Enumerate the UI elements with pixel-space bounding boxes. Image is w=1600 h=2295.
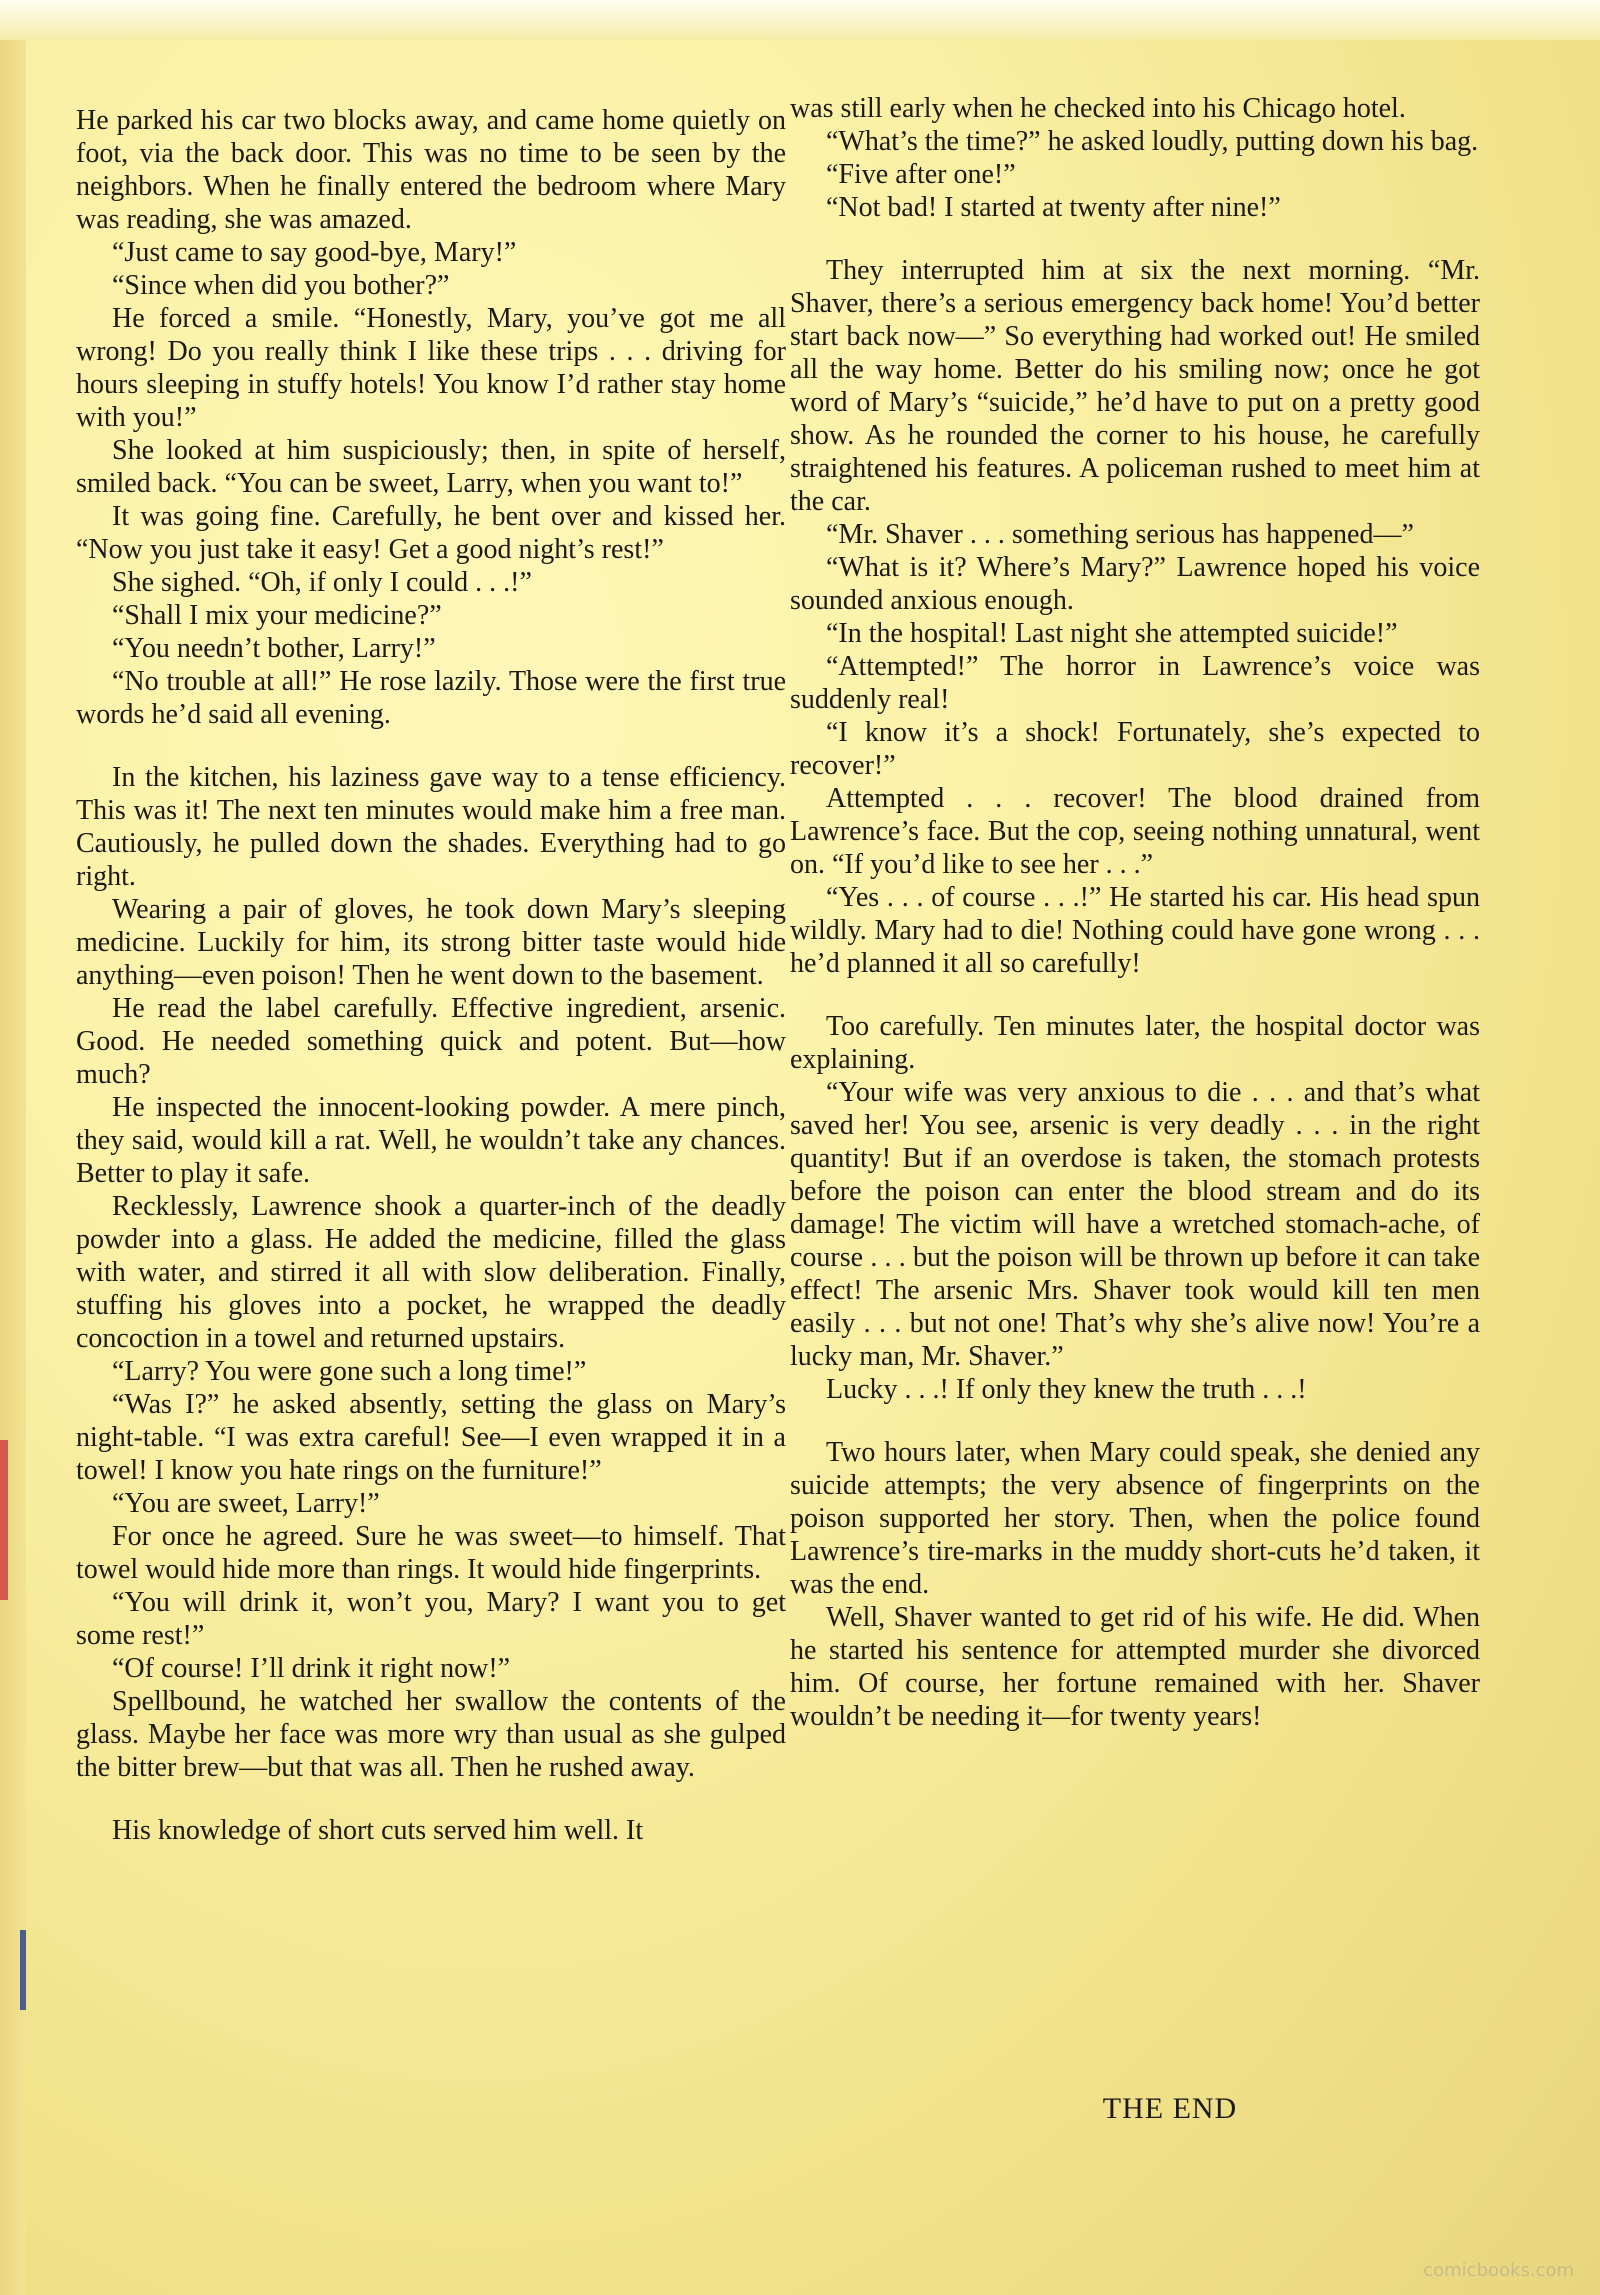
paragraph: “You needn’t bother, Larry!” [112, 633, 436, 664]
paragraph: “Five after one!” [826, 159, 1016, 190]
the-end-label: THE END [1102, 2092, 1238, 2125]
paragraph: It was going fine. Carefully, he bent over and kissed her. “Now you just take it easy! Get a good night’s rest!” [76, 501, 786, 565]
paragraph: “I know it’s a shock! Fortunately, she’s expected to recover!” [790, 717, 1480, 781]
paragraph: Recklessly, Lawrence shook a quarter-inch of the deadly powder into a glass. He added the medicine, filled the glass with water, and stirred it all with slow deliberation. Finally, stuffing his gloves into a pocket, he wrapped the deadly concoction in a towel and returned upstairs. [76, 1191, 786, 1354]
paragraph: They interrupted him at six the next morning. “Mr. Shaver, there’s a serious emergency back home! You’d better start back now—” So everything had worked out! He smiled all the way home. Better do his smiling now; once he got word of Mary’s “suicide,” he’d have to put on a pretty good show. As he rounded the corner to his house, he carefully straightened his features. A policeman rushed to meet him at the car. [790, 255, 1480, 517]
paragraph: In the kitchen, his laziness gave way to a tense efficiency. This was it! The next ten minutes would make him a free man. Cautiously, he pulled down the shades. Everything had to go right. [76, 762, 786, 892]
paragraph: “What is it? Where’s Mary?” Lawrence hoped his voice sounded anxious enough. [790, 552, 1480, 616]
paragraph: “In the hospital! Last night she attempted suicide!” [826, 618, 1398, 649]
paragraph: “You will drink it, won’t you, Mary? I want you to get some rest!” [76, 1587, 786, 1651]
left-column [76, 104, 786, 1847]
paragraph: She sighed. “Oh, if only I could . . .!” [112, 567, 532, 598]
paragraph: “You are sweet, Larry!” [112, 1488, 380, 1519]
paragraph: Well, Shaver wanted to get rid of his wife. He did. When he started his sentence for attempted murder she divorced him. Of course, her fortune remained with her. Shaver wouldn’t be needing it—for twenty years! [790, 1602, 1480, 1732]
paragraph: was still early when he checked into his Chicago hotel. [790, 93, 1406, 124]
paragraph: “What’s the time?” he asked loudly, putting down his bag. [826, 126, 1479, 157]
paragraph: “Of course! I’ll drink it right now!” [112, 1653, 511, 1684]
paragraph: Too carefully. Ten minutes later, the hospital doctor was explaining. [790, 1011, 1480, 1075]
paragraph: Lucky . . .! If only they knew the truth . . .! [826, 1374, 1307, 1405]
paragraph: “Was I?” he asked absently, setting the glass on Mary’s night-table. “I was extra careful! See—I even wrapped it in a towel! I know you hate rings on the furniture!” [76, 1389, 786, 1486]
paragraph: “Mr. Shaver . . . something serious has happened—” [826, 519, 1414, 550]
paragraph: “Yes . . . of course . . .!” He started his car. His head spun wildly. Mary had to die! Nothing could have gone wrong . . . he’d planned it all so carefully! [790, 882, 1480, 979]
paragraph: His knowledge of short cuts served him well. It [112, 1815, 644, 1846]
paragraph: She looked at him suspiciously; then, in spite of herself, smiled back. “You can be sweet, Larry, when you want to!” [76, 435, 786, 499]
paragraph: Spellbound, he watched her swallow the contents of the glass. Maybe her face was more wry than usual as she gulped the bitter brew—but that was all. Then he rushed away. [76, 1686, 786, 1783]
edge-stain-blue [20, 1930, 26, 2010]
paragraph: He parked his car two blocks away, and came home quietly on foot, via the back door. This was no time to be seen by the neighbors. When he finally entered the bedroom where Mary was reading, she was amazed. [76, 105, 786, 235]
paragraph: For once he agreed. Sure he was sweet—to himself. That towel would hide more than rings. It would hide fingerprints. [76, 1521, 786, 1585]
watermark: comicbooks.com [1423, 2260, 1574, 2281]
paragraph: “Just came to say good-bye, Mary!” [112, 237, 517, 268]
paragraph: Wearing a pair of gloves, he took down Mary’s sleeping medicine. Luckily for him, its strong bitter taste would hide anything—even poison! Then he went down to the basement. [76, 894, 786, 991]
paragraph: He forced a smile. “Honestly, Mary, you’ve got me all wrong! Do you really think I like these trips . . . driving for hours sleeping in stuffy hotels! You know I’d rather stay home with you!” [76, 303, 786, 433]
paragraph: “Your wife was very anxious to die . . . and that’s what saved her! You see, arsenic is very deadly . . . in the right quantity! But if an overdose is taken, the stomach protests before the poison can enter the blood stream and do its damage! The victim will have a wretched stomach-ache, of course . . . but the poison will be thrown up before it can take effect! The arsenic Mrs. Shaver took would kill ten men easily . . . but not one! That’s why she’s alive now! You’re a lucky man, Mr. Shaver.” [790, 1077, 1480, 1372]
paragraph: “Not bad! I started at twenty after nine!” [826, 192, 1281, 223]
paragraph: “No trouble at all!” He rose lazily. Those were the first true words he’d said all evening. [76, 666, 786, 730]
paragraph: He read the label carefully. Effective ingredient, arsenic. Good. He needed something quick and potent. But—how much? [76, 993, 786, 1090]
edge-stain-red [0, 1440, 8, 1600]
paragraph: “Since when did you bother?” [112, 270, 450, 301]
page-top-edge [0, 0, 1600, 40]
paragraph: Two hours later, when Mary could speak, she denied any suicide attempts; the very absence of fingerprints on the poison supported her story. Then, when the police found Lawrence’s tire-marks in the muddy short-cuts he’d taken, it was the end. [790, 1437, 1480, 1600]
paragraph: “Attempted!” The horror in Lawrence’s voice was suddenly real! [790, 651, 1480, 715]
right-column [790, 92, 1480, 1733]
paragraph: Attempted . . . recover! The blood drained from Lawrence’s face. But the cop, seeing nothing unnatural, went on. “If you’d like to see her . . .” [790, 783, 1480, 880]
paragraph: “Larry? You were gone such a long time!” [112, 1356, 587, 1387]
paragraph: He inspected the innocent-looking powder. A mere pinch, they said, would kill a rat. Well, he wouldn’t take any chances. Better to play it safe. [76, 1092, 786, 1189]
paragraph: “Shall I mix your medicine?” [112, 600, 442, 631]
